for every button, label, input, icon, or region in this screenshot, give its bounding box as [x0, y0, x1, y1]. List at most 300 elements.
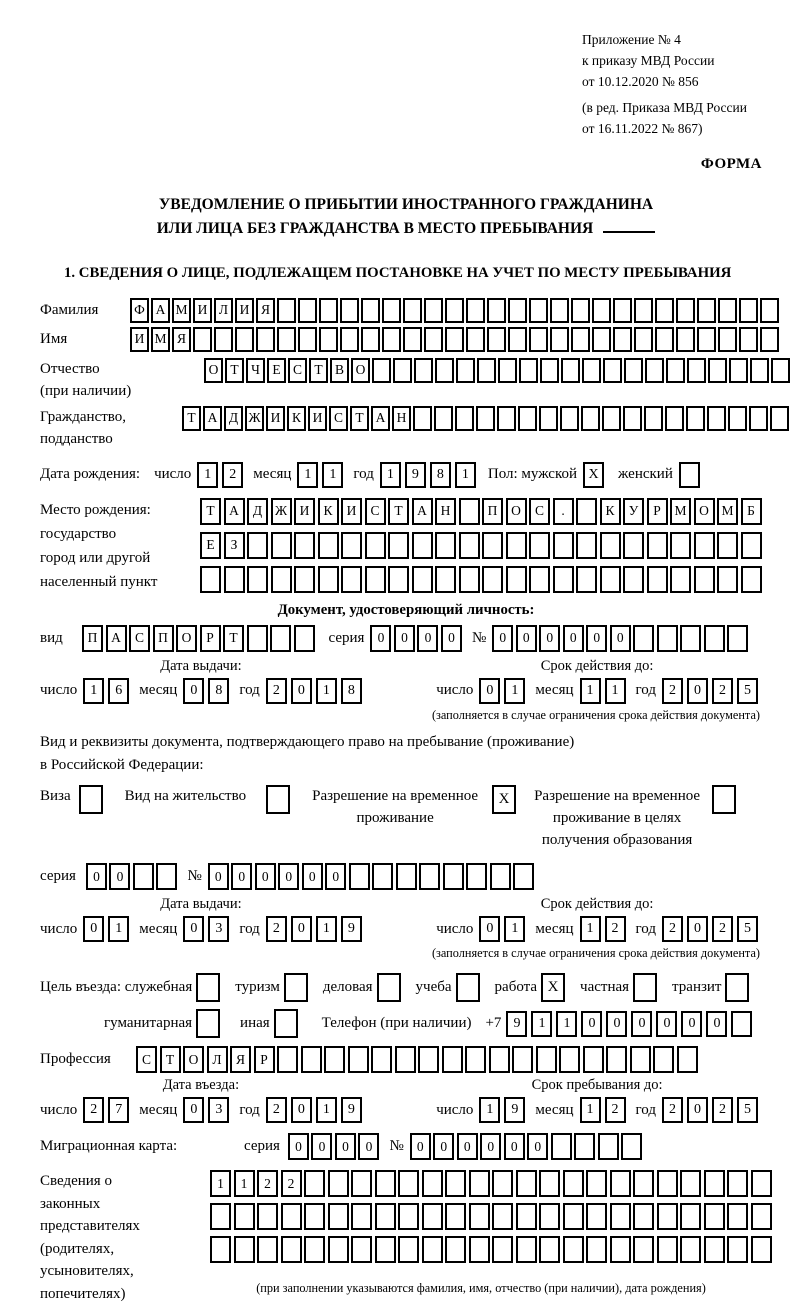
char-cell[interactable]: [559, 1046, 580, 1073]
char-cell[interactable]: [655, 327, 674, 352]
char-cell[interactable]: [413, 406, 432, 431]
char-cell[interactable]: 0: [278, 863, 299, 890]
char-cell[interactable]: [529, 532, 550, 559]
char-cell[interactable]: 1: [197, 462, 218, 488]
char-cell[interactable]: [536, 1046, 557, 1073]
char-cell[interactable]: [319, 327, 338, 352]
char-cell[interactable]: [498, 358, 517, 383]
char-cell[interactable]: [704, 1203, 725, 1230]
char-cell[interactable]: [466, 863, 487, 890]
char-cell[interactable]: [304, 1170, 325, 1197]
visa-checkbox[interactable]: [79, 785, 103, 814]
char-cell[interactable]: [694, 532, 715, 559]
char-cell[interactable]: [583, 1046, 604, 1073]
char-cell[interactable]: С: [136, 1046, 157, 1073]
char-cell[interactable]: 3: [208, 1097, 229, 1123]
char-cell[interactable]: [741, 532, 762, 559]
char-cell[interactable]: [271, 566, 292, 593]
char-cell[interactable]: П: [82, 625, 103, 652]
char-cell[interactable]: [602, 406, 621, 431]
char-cell[interactable]: 1: [504, 916, 525, 942]
char-cell[interactable]: [707, 406, 726, 431]
char-cell[interactable]: [393, 358, 412, 383]
char-cell[interactable]: 0: [208, 863, 229, 890]
char-cell[interactable]: 1: [479, 1097, 500, 1123]
char-cell[interactable]: [539, 1236, 560, 1263]
birthplace-cells-row3[interactable]: [200, 566, 762, 593]
char-cell[interactable]: [680, 625, 701, 652]
char-cell[interactable]: [610, 1170, 631, 1197]
char-cell[interactable]: [492, 1236, 513, 1263]
char-cell[interactable]: [319, 298, 338, 323]
char-cell[interactable]: 2: [712, 678, 733, 704]
char-cell[interactable]: [210, 1236, 231, 1263]
char-cell[interactable]: 0: [479, 678, 500, 704]
char-cell[interactable]: 9: [341, 1097, 362, 1123]
char-cell[interactable]: 0: [441, 625, 462, 652]
char-cell[interactable]: [375, 1236, 396, 1263]
purpose-private-checkbox[interactable]: [633, 973, 661, 1002]
char-cell[interactable]: Ч: [246, 358, 265, 383]
char-cell[interactable]: 1: [297, 462, 318, 488]
char-cell[interactable]: [712, 785, 736, 814]
char-cell[interactable]: [739, 298, 758, 323]
char-cell[interactable]: [563, 1203, 584, 1230]
char-cell[interactable]: [749, 406, 768, 431]
char-cell[interactable]: [633, 973, 657, 1002]
char-cell[interactable]: [718, 298, 737, 323]
char-cell[interactable]: 0: [563, 625, 584, 652]
char-cell[interactable]: [388, 532, 409, 559]
char-cell[interactable]: 0: [231, 863, 252, 890]
char-cell[interactable]: О: [694, 498, 715, 525]
char-cell[interactable]: [341, 566, 362, 593]
char-cell[interactable]: [281, 1236, 302, 1263]
char-cell[interactable]: [529, 327, 548, 352]
char-cell[interactable]: М: [172, 298, 191, 323]
char-cell[interactable]: [412, 532, 433, 559]
char-cell[interactable]: [665, 406, 684, 431]
char-cell[interactable]: 8: [341, 678, 362, 704]
char-cell[interactable]: [516, 1170, 537, 1197]
char-cell[interactable]: [435, 532, 456, 559]
char-cell[interactable]: [382, 327, 401, 352]
char-cell[interactable]: [561, 358, 580, 383]
char-cell[interactable]: [214, 327, 233, 352]
char-cell[interactable]: [539, 1203, 560, 1230]
entry-day-cells[interactable]: [83, 1097, 129, 1123]
legal-reps-cells-row1[interactable]: [210, 1170, 772, 1197]
char-cell[interactable]: П: [482, 498, 503, 525]
char-cell[interactable]: [328, 1203, 349, 1230]
legal-reps-cells-row3[interactable]: [210, 1236, 772, 1263]
residence-permit-checkbox[interactable]: [266, 785, 290, 814]
char-cell[interactable]: [398, 1236, 419, 1263]
char-cell[interactable]: [340, 327, 359, 352]
char-cell[interactable]: [697, 327, 716, 352]
char-cell[interactable]: [551, 1133, 572, 1160]
name-cells[interactable]: [130, 327, 779, 352]
char-cell[interactable]: [760, 298, 779, 323]
permit-issue-year-cells[interactable]: [266, 916, 362, 942]
char-cell[interactable]: [247, 566, 268, 593]
char-cell[interactable]: [727, 1170, 748, 1197]
char-cell[interactable]: [540, 358, 559, 383]
char-cell[interactable]: [210, 1203, 231, 1230]
char-cell[interactable]: 1: [322, 462, 343, 488]
char-cell[interactable]: [727, 1236, 748, 1263]
char-cell[interactable]: 2: [83, 1097, 104, 1123]
char-cell[interactable]: [770, 406, 789, 431]
char-cell[interactable]: Е: [200, 532, 221, 559]
char-cell[interactable]: П: [153, 625, 174, 652]
char-cell[interactable]: [694, 566, 715, 593]
citizenship-cells[interactable]: [182, 406, 789, 431]
char-cell[interactable]: 0: [586, 625, 607, 652]
char-cell[interactable]: С: [129, 625, 150, 652]
char-cell[interactable]: А: [224, 498, 245, 525]
char-cell[interactable]: Т: [160, 1046, 181, 1073]
char-cell[interactable]: [576, 498, 597, 525]
char-cell[interactable]: М: [151, 327, 170, 352]
char-cell[interactable]: К: [287, 406, 306, 431]
char-cell[interactable]: [424, 298, 443, 323]
char-cell[interactable]: [623, 406, 642, 431]
char-cell[interactable]: [341, 532, 362, 559]
char-cell[interactable]: [633, 1203, 654, 1230]
stay-month-cells[interactable]: [580, 1097, 626, 1123]
char-cell[interactable]: Я: [230, 1046, 251, 1073]
char-cell[interactable]: [469, 1203, 490, 1230]
char-cell[interactable]: [256, 327, 275, 352]
char-cell[interactable]: [600, 566, 621, 593]
char-cell[interactable]: [348, 1046, 369, 1073]
char-cell[interactable]: [751, 1170, 772, 1197]
char-cell[interactable]: [741, 566, 762, 593]
char-cell[interactable]: [750, 358, 769, 383]
char-cell[interactable]: Т: [388, 498, 409, 525]
char-cell[interactable]: [657, 1236, 678, 1263]
char-cell[interactable]: [196, 1009, 220, 1038]
char-cell[interactable]: [422, 1236, 443, 1263]
birthplace-cells-row2[interactable]: [200, 532, 762, 559]
char-cell[interactable]: 2: [257, 1170, 278, 1197]
char-cell[interactable]: [434, 406, 453, 431]
char-cell[interactable]: 5: [737, 1097, 758, 1123]
char-cell[interactable]: [377, 973, 401, 1002]
temp-residence-checkbox[interactable]: [492, 785, 516, 814]
char-cell[interactable]: [382, 298, 401, 323]
char-cell[interactable]: 1: [455, 462, 476, 488]
char-cell[interactable]: [679, 462, 700, 488]
permit-valid-day-cells[interactable]: [479, 916, 525, 942]
char-cell[interactable]: С: [529, 498, 550, 525]
char-cell[interactable]: 0: [302, 863, 323, 890]
char-cell[interactable]: [600, 532, 621, 559]
char-cell[interactable]: [516, 1236, 537, 1263]
char-cell[interactable]: [539, 1170, 560, 1197]
doc-issue-year-cells[interactable]: [266, 678, 362, 704]
char-cell[interactable]: [717, 566, 738, 593]
char-cell[interactable]: 0: [631, 1011, 652, 1037]
char-cell[interactable]: [196, 973, 220, 1002]
char-cell[interactable]: Ж: [245, 406, 264, 431]
char-cell[interactable]: [497, 406, 516, 431]
char-cell[interactable]: [492, 1170, 513, 1197]
char-cell[interactable]: [586, 1236, 607, 1263]
char-cell[interactable]: [592, 298, 611, 323]
char-cell[interactable]: [422, 1170, 443, 1197]
char-cell[interactable]: [469, 1170, 490, 1197]
char-cell[interactable]: [563, 1170, 584, 1197]
char-cell[interactable]: [284, 973, 308, 1002]
char-cell[interactable]: [351, 1236, 372, 1263]
char-cell[interactable]: [697, 298, 716, 323]
char-cell[interactable]: [257, 1203, 278, 1230]
char-cell[interactable]: О: [506, 498, 527, 525]
char-cell[interactable]: [361, 327, 380, 352]
char-cell[interactable]: [560, 406, 579, 431]
char-cell[interactable]: [277, 1046, 298, 1073]
char-cell[interactable]: [304, 1236, 325, 1263]
char-cell[interactable]: [193, 327, 212, 352]
char-cell[interactable]: [234, 1203, 255, 1230]
char-cell[interactable]: [704, 1170, 725, 1197]
char-cell[interactable]: [553, 532, 574, 559]
char-cell[interactable]: 2: [281, 1170, 302, 1197]
char-cell[interactable]: [603, 358, 622, 383]
char-cell[interactable]: [466, 298, 485, 323]
char-cell[interactable]: [304, 1203, 325, 1230]
char-cell[interactable]: О: [204, 358, 223, 383]
char-cell[interactable]: 0: [479, 916, 500, 942]
char-cell[interactable]: [676, 298, 695, 323]
char-cell[interactable]: [301, 1046, 322, 1073]
permit-valid-month-cells[interactable]: [580, 916, 626, 942]
char-cell[interactable]: 0: [183, 678, 204, 704]
char-cell[interactable]: [455, 406, 474, 431]
char-cell[interactable]: [277, 327, 296, 352]
char-cell[interactable]: [704, 1236, 725, 1263]
char-cell[interactable]: 8: [430, 462, 451, 488]
char-cell[interactable]: [506, 532, 527, 559]
char-cell[interactable]: [613, 298, 632, 323]
char-cell[interactable]: [586, 1170, 607, 1197]
char-cell[interactable]: [606, 1046, 627, 1073]
char-cell[interactable]: [623, 532, 644, 559]
char-cell[interactable]: [200, 566, 221, 593]
char-cell[interactable]: [621, 1133, 642, 1160]
permit-valid-year-cells[interactable]: [662, 916, 758, 942]
patronymic-cells[interactable]: [204, 358, 790, 383]
purpose-official-checkbox[interactable]: [196, 973, 224, 1002]
char-cell[interactable]: [318, 532, 339, 559]
char-cell[interactable]: [728, 406, 747, 431]
char-cell[interactable]: Т: [182, 406, 201, 431]
char-cell[interactable]: 0: [109, 863, 130, 890]
char-cell[interactable]: И: [294, 498, 315, 525]
entry-month-cells[interactable]: [183, 1097, 229, 1123]
char-cell[interactable]: [375, 1170, 396, 1197]
char-cell[interactable]: 3: [208, 916, 229, 942]
purpose-humanitarian-checkbox[interactable]: [196, 1009, 224, 1038]
char-cell[interactable]: 0: [183, 916, 204, 942]
char-cell[interactable]: 9: [506, 1011, 527, 1037]
char-cell[interactable]: Е: [267, 358, 286, 383]
char-cell[interactable]: Н: [392, 406, 411, 431]
char-cell[interactable]: 1: [580, 1097, 601, 1123]
permit-issue-day-cells[interactable]: [83, 916, 129, 942]
char-cell[interactable]: [771, 358, 790, 383]
char-cell[interactable]: 0: [370, 625, 391, 652]
char-cell[interactable]: 0: [417, 625, 438, 652]
char-cell[interactable]: Ж: [271, 498, 292, 525]
char-cell[interactable]: Б: [741, 498, 762, 525]
char-cell[interactable]: [340, 298, 359, 323]
char-cell[interactable]: [443, 863, 464, 890]
char-cell[interactable]: 0: [527, 1133, 548, 1160]
char-cell[interactable]: [349, 863, 370, 890]
char-cell[interactable]: [680, 1236, 701, 1263]
mc-series-cells[interactable]: [288, 1133, 380, 1160]
char-cell[interactable]: И: [266, 406, 285, 431]
char-cell[interactable]: [298, 327, 317, 352]
char-cell[interactable]: 0: [86, 863, 107, 890]
char-cell[interactable]: [422, 1203, 443, 1230]
char-cell[interactable]: [553, 566, 574, 593]
char-cell[interactable]: 0: [687, 678, 708, 704]
char-cell[interactable]: [581, 406, 600, 431]
char-cell[interactable]: [718, 327, 737, 352]
char-cell[interactable]: 0: [83, 916, 104, 942]
char-cell[interactable]: [680, 1170, 701, 1197]
char-cell[interactable]: Т: [350, 406, 369, 431]
char-cell[interactable]: Т: [223, 625, 244, 652]
purpose-tourism-checkbox[interactable]: [284, 973, 312, 1002]
doc-issue-day-cells[interactable]: [83, 678, 129, 704]
char-cell[interactable]: [670, 532, 691, 559]
char-cell[interactable]: [465, 1046, 486, 1073]
char-cell[interactable]: 0: [311, 1133, 332, 1160]
char-cell[interactable]: [274, 1009, 298, 1038]
char-cell[interactable]: [477, 358, 496, 383]
char-cell[interactable]: Л: [207, 1046, 228, 1073]
sex-male-checkbox[interactable]: [583, 462, 604, 488]
char-cell[interactable]: 2: [222, 462, 243, 488]
char-cell[interactable]: [133, 863, 154, 890]
char-cell[interactable]: И: [130, 327, 149, 352]
char-cell[interactable]: [634, 327, 653, 352]
char-cell[interactable]: [686, 406, 705, 431]
char-cell[interactable]: К: [600, 498, 621, 525]
char-cell[interactable]: [571, 298, 590, 323]
char-cell[interactable]: 0: [394, 625, 415, 652]
char-cell[interactable]: 0: [516, 625, 537, 652]
char-cell[interactable]: [412, 566, 433, 593]
char-cell[interactable]: [708, 358, 727, 383]
char-cell[interactable]: О: [183, 1046, 204, 1073]
char-cell[interactable]: [610, 1236, 631, 1263]
char-cell[interactable]: [396, 863, 417, 890]
char-cell[interactable]: [657, 1170, 678, 1197]
char-cell[interactable]: А: [203, 406, 222, 431]
char-cell[interactable]: [592, 327, 611, 352]
permit-series-cells[interactable]: [86, 863, 178, 890]
char-cell[interactable]: 0: [291, 1097, 312, 1123]
char-cell[interactable]: 0: [183, 1097, 204, 1123]
char-cell[interactable]: 1: [531, 1011, 552, 1037]
char-cell[interactable]: [653, 1046, 674, 1073]
char-cell[interactable]: [298, 298, 317, 323]
birth-year-cells[interactable]: [380, 462, 476, 488]
char-cell[interactable]: [79, 785, 103, 814]
char-cell[interactable]: [717, 532, 738, 559]
char-cell[interactable]: Д: [224, 406, 243, 431]
char-cell[interactable]: [469, 1236, 490, 1263]
purpose-study-checkbox[interactable]: [456, 973, 484, 1002]
char-cell[interactable]: [645, 358, 664, 383]
char-cell[interactable]: 0: [291, 916, 312, 942]
char-cell[interactable]: [633, 1170, 654, 1197]
char-cell[interactable]: 2: [266, 916, 287, 942]
char-cell[interactable]: [419, 863, 440, 890]
char-cell[interactable]: [365, 532, 386, 559]
char-cell[interactable]: Ф: [130, 298, 149, 323]
char-cell[interactable]: [731, 1011, 752, 1037]
char-cell[interactable]: 0: [706, 1011, 727, 1037]
char-cell[interactable]: [518, 406, 537, 431]
char-cell[interactable]: 2: [266, 1097, 287, 1123]
char-cell[interactable]: [235, 327, 254, 352]
char-cell[interactable]: [550, 298, 569, 323]
char-cell[interactable]: [655, 298, 674, 323]
char-cell[interactable]: Р: [254, 1046, 275, 1073]
char-cell[interactable]: 0: [410, 1133, 431, 1160]
char-cell[interactable]: [224, 566, 245, 593]
char-cell[interactable]: [506, 566, 527, 593]
char-cell[interactable]: С: [329, 406, 348, 431]
birth-day-cells[interactable]: [197, 462, 243, 488]
char-cell[interactable]: [563, 1236, 584, 1263]
char-cell[interactable]: [676, 327, 695, 352]
char-cell[interactable]: [361, 298, 380, 323]
char-cell[interactable]: [677, 1046, 698, 1073]
doc-valid-year-cells[interactable]: [662, 678, 758, 704]
char-cell[interactable]: [633, 1236, 654, 1263]
char-cell[interactable]: [365, 566, 386, 593]
char-cell[interactable]: 1: [83, 678, 104, 704]
char-cell[interactable]: [630, 1046, 651, 1073]
char-cell[interactable]: 2: [605, 916, 626, 942]
char-cell[interactable]: [489, 1046, 510, 1073]
char-cell[interactable]: X: [492, 785, 516, 814]
char-cell[interactable]: [657, 1203, 678, 1230]
char-cell[interactable]: [456, 358, 475, 383]
char-cell[interactable]: [388, 566, 409, 593]
permit-issue-month-cells[interactable]: [183, 916, 229, 942]
char-cell[interactable]: [371, 1046, 392, 1073]
char-cell[interactable]: 2: [662, 678, 683, 704]
char-cell[interactable]: И: [193, 298, 212, 323]
char-cell[interactable]: X: [541, 973, 565, 1002]
char-cell[interactable]: 0: [656, 1011, 677, 1037]
char-cell[interactable]: Н: [435, 498, 456, 525]
char-cell[interactable]: 0: [687, 1097, 708, 1123]
profession-cells[interactable]: [136, 1046, 698, 1073]
char-cell[interactable]: А: [412, 498, 433, 525]
char-cell[interactable]: Т: [225, 358, 244, 383]
char-cell[interactable]: К: [318, 498, 339, 525]
